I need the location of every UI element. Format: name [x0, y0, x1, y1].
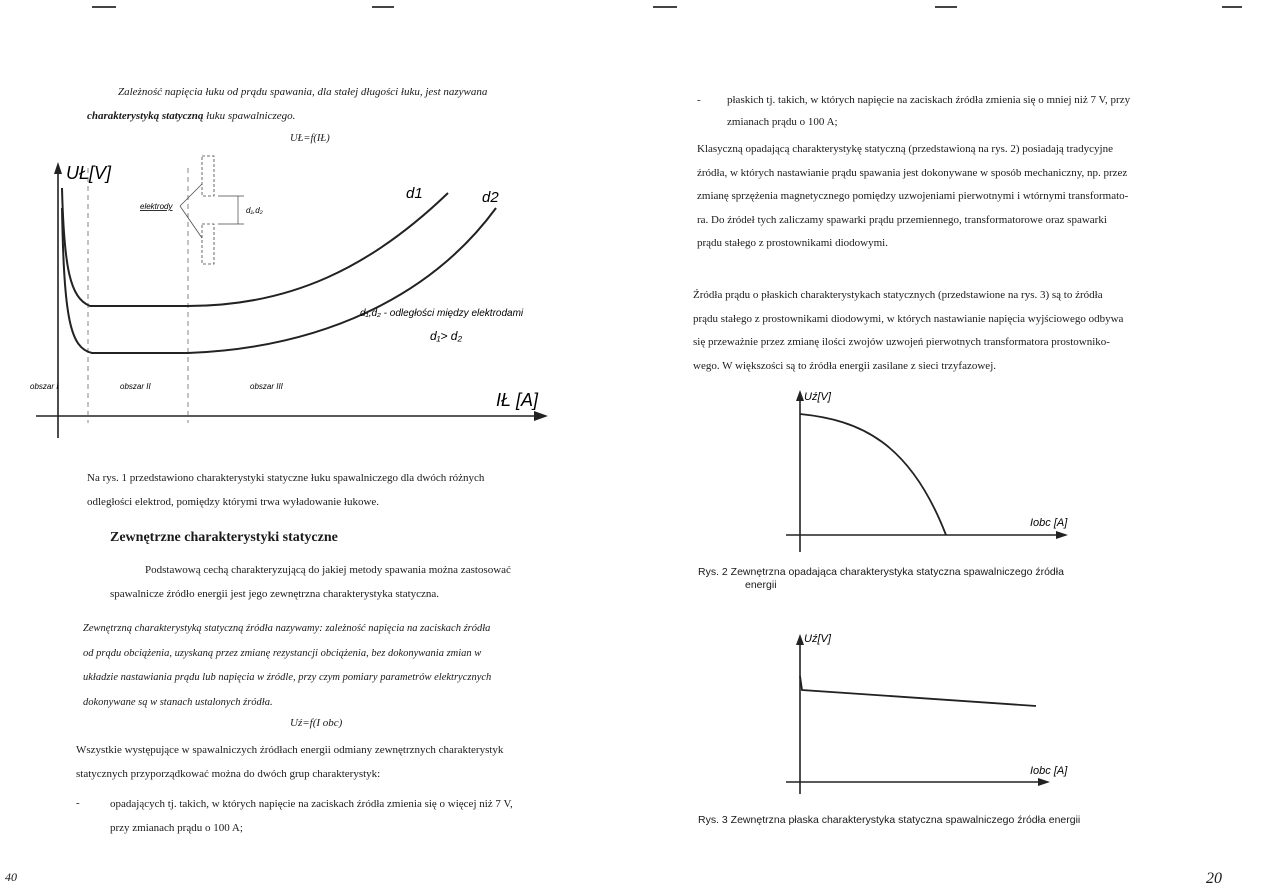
- d1-label: d1: [406, 185, 423, 202]
- definition: [83, 617, 568, 715]
- formula-source: Uź=f(I obc): [290, 717, 343, 729]
- figure-drooping-characteristic: [780, 382, 1080, 557]
- electrode-bottom: [202, 224, 214, 264]
- relation-label: d₁> d₂: [430, 329, 463, 343]
- definition-line: od prądu obciążenia, uzyskaną przez zmianę rezystancji obciążenia, bez dokonywania zmian w: [83, 647, 482, 659]
- y-axis-arrow: [796, 390, 804, 401]
- paragraph-line: Źródła prądu o płaskich charakterystykach statycznych (przedstawione na rys. 3) są to źródła: [693, 289, 1103, 301]
- definition-line: dokonywane są w stanach ustalonych źródła.: [83, 696, 273, 708]
- electrodes-label: elektrody: [140, 202, 173, 211]
- y-axis-arrow: [54, 162, 62, 174]
- y-axis-label: UŁ[V]: [66, 163, 112, 183]
- paragraph-line: źródła, w których nastawianie prądu spawania jest dokonywane w sposób mechaniczny, np. przez: [697, 166, 1128, 179]
- paragraph-1b: spawalnicze źródło energii jest jego zewnętrzna charakterystyka statyczna.: [110, 588, 440, 600]
- bullet-1b: przy zmianach prądu o 100 A;: [110, 822, 243, 834]
- page-number-right: 20: [1206, 870, 1222, 887]
- y-axis-label: Uź[V]: [804, 391, 831, 403]
- intro-text: Zależność napięcia łuku od prądu spawania, dla stałej długości łuku, jest nazywana: [118, 86, 488, 98]
- paragraph-line: prądu stałego z prostownikami diodowymi, w których nastawianie napięcia wyjściowego odbywa: [693, 312, 1124, 325]
- figure-flat-characteristic: [780, 628, 1080, 798]
- x-axis-arrow: [534, 411, 548, 421]
- paragraph-1a: Podstawową cechą charakteryzującą do jakiej metody spawania można zastosować: [145, 564, 511, 576]
- intro-text-line2: charakterystyką statyczną łuku spawalniczego.: [87, 110, 296, 122]
- paragraph-line: zmianę sprzężenia magnetycznego pomiędzy uzwojeniami pierwotnymi i wtórnymi transformato-: [697, 190, 1129, 202]
- paragraph-2b: statycznych przyporządkować można do dwóch grup charakterystyk:: [76, 768, 381, 780]
- x-axis-label: Iobc [A]: [1030, 765, 1068, 777]
- figure-arc-characteristics: [30, 148, 560, 443]
- d2-label: d2: [482, 189, 499, 206]
- paragraph-line: się przeważnie przez zmianę ilości zwojów uzwojeń pierwotnych transformatora prostowniko-: [693, 336, 1110, 348]
- caption-fig1-line2: odległości elektrod, pomiędzy którymi trwa wyładowanie łukowe.: [87, 496, 380, 508]
- caption-fig2-line2: energii: [745, 579, 777, 591]
- pointer-line: [180, 184, 202, 206]
- drooping-curve: [800, 414, 946, 535]
- bullet-2a: płaskich tj. takich, w których napięcie na zaciskach źródła zmienia się o mniej niż 7 V, przy: [727, 94, 1131, 106]
- paragraph-line: prądu stałego z prostownikami diodowymi.: [697, 237, 888, 249]
- scan-mark: [653, 6, 677, 8]
- caption-fig3: Rys. 3 Zewnętrzna płaska charakterystyka statyczna spawalniczego źródła energii: [698, 814, 1081, 826]
- caption-fig2: Rys. 2 Zewnętrzna opadająca charakterystyka statyczna spawalniczego źródła: [698, 566, 1064, 578]
- bullet-1a: opadających tj. takich, w których napięcie na zaciskach źródła zmienia się o więcej niż 7 V,: [110, 798, 513, 810]
- paragraph-line: ra. Do źródeł tych zaliczamy spawarki prądu przemiennego, transformatorowe oraz spawarki: [697, 213, 1107, 226]
- paragraph-4: [693, 284, 1178, 378]
- flat-curve: [800, 676, 1036, 706]
- page-number-left: 40: [5, 870, 17, 884]
- definition-line: układzie nastawiania prądu lub napięcia w źródle, przy czym pomiary parametrów elektrycznych: [83, 672, 492, 683]
- area-2-label: obszar II: [120, 382, 151, 391]
- pointer-line: [180, 206, 202, 238]
- electrode-top: [202, 156, 214, 196]
- section-heading: Zewnętrzne charakterystyki statyczne: [110, 530, 338, 545]
- distance-label: d₁,d₂ - odległości między elektrodami: [360, 308, 524, 319]
- x-axis-arrow: [1056, 531, 1068, 539]
- caption-fig1: Na rys. 1 przedstawiono charakterystyki statyczne łuku spawalniczego dla dwóch różnych: [87, 472, 485, 484]
- formula-arc: UŁ=f(IŁ): [290, 133, 330, 144]
- scan-mark: [935, 6, 957, 8]
- scan-mark: [1222, 6, 1242, 8]
- bullet-dash: -: [76, 797, 80, 809]
- paragraph-3: [697, 138, 1177, 256]
- bullet-dash: -: [697, 94, 701, 106]
- scan-mark: [92, 6, 116, 8]
- paragraph-2a: Wszystkie występujące w spawalniczych źródłach energii odmiany zewnętrznych charakterystyk: [76, 744, 504, 756]
- scan-mark: [372, 6, 394, 8]
- y-axis-label: Uź[V]: [804, 633, 831, 645]
- bullet-2b: zmianach prądu o 100 A;: [727, 116, 838, 128]
- x-axis-arrow: [1038, 778, 1050, 786]
- definition-line: Zewnętrzną charakterystyką statyczną źródła nazywamy: zależność napięcia na zaciskach źródła: [83, 623, 491, 634]
- d1d2-small-label: d₁,d₂: [246, 206, 263, 215]
- x-axis-label: IŁ [A]: [496, 390, 539, 410]
- paragraph-line: Klasyczną opadającą charakterystykę statyczną (przedstawioną na rys. 2) posiadają tradycyjne: [697, 143, 1113, 155]
- y-axis-arrow: [796, 634, 804, 645]
- paragraph-line: wego. W większości są to źródła energii zasilane z sieci trzyfazowej.: [693, 359, 996, 372]
- area-3-label: obszar III: [250, 382, 283, 391]
- area-1-label: obszar I: [30, 382, 59, 391]
- x-axis-label: Iobc [A]: [1030, 517, 1068, 529]
